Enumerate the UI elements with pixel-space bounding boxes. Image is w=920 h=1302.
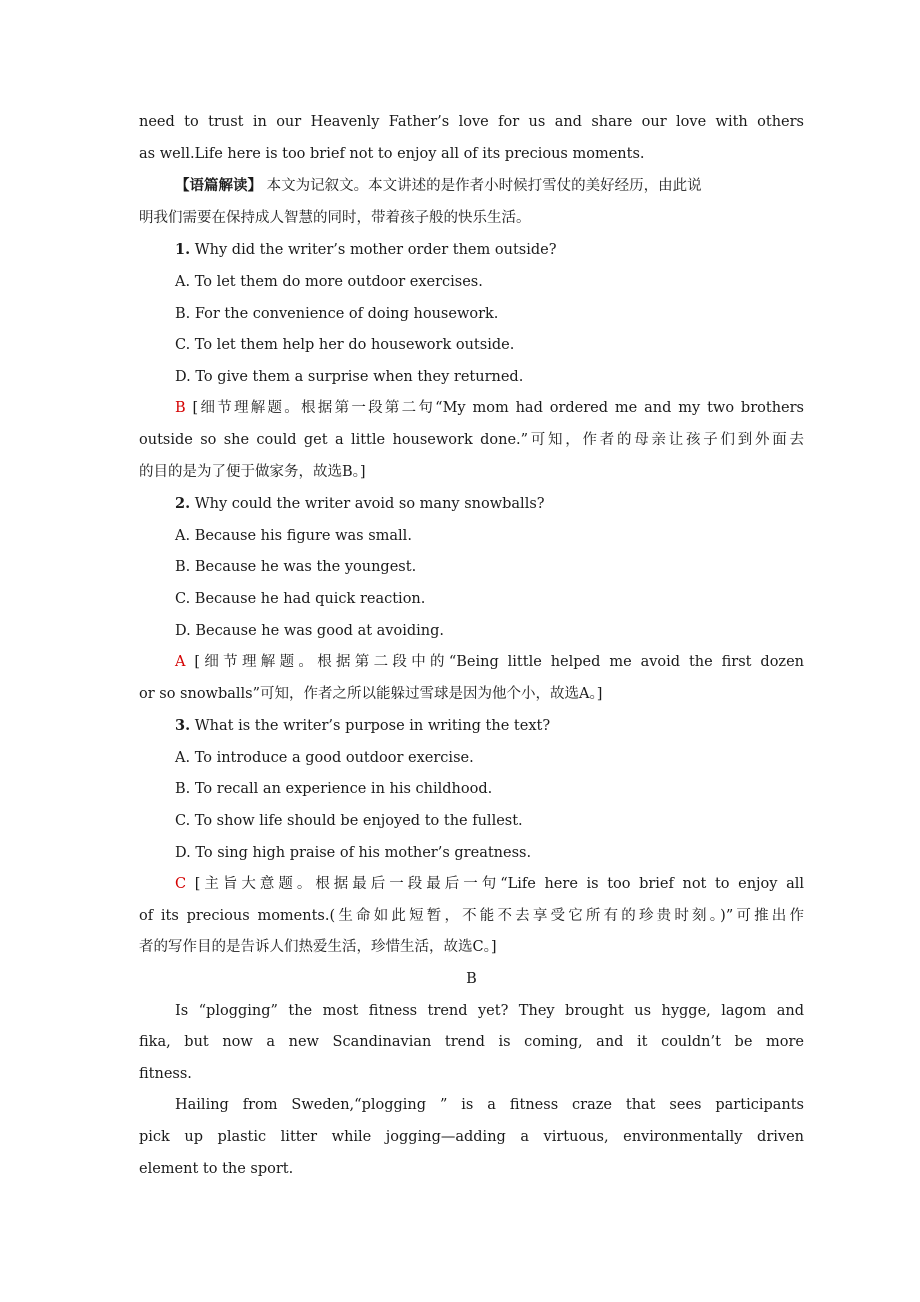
answer-letter: B — [175, 400, 186, 417]
question-option: C. Because he had quick reaction. — [175, 590, 426, 607]
question-option: C. To show life should be enjoyed to the fullest. — [175, 813, 523, 830]
passage-line: fika, but now a new Scandinavian trend is coming, and it couldn’t be more — [139, 1034, 804, 1051]
analysis-text: 明我们需要在保持成人智慧的同时，带着孩子般的快乐生活。 — [139, 209, 531, 226]
answer-explanation: C [主旨大意题。根据最后一段最后一句“Life here is too brief not to enjoy all — [175, 876, 804, 893]
question-option: A. Because his figure was small. — [175, 527, 412, 544]
question-stem: 1. Why did the writer’s mother order them outside? — [175, 241, 557, 259]
analysis-text: 本文为记叙文。本文讲述的是作者小时候打雪仗的美好经历，由此说 — [262, 178, 702, 195]
question-stem: 3. What is the writer’s purpose in writing the text? — [175, 717, 551, 735]
passage-line: pick up plastic litter while jogging—adding a virtuous, environmentally driven — [139, 1129, 804, 1145]
answer-explanation: A [细节理解题。根据第二段中的“Being little helped me avoid the first dozen — [175, 654, 804, 671]
question-number: 3. — [175, 717, 191, 735]
question-stem: 2. Why could the writer avoid so many snowballs? — [175, 495, 545, 513]
answer-explanation: 者的写作目的是告诉人们热爱生活，珍惜生活，故选C。] — [139, 939, 497, 956]
question-number: 1. — [175, 241, 191, 259]
intro-line: as well.Life here is too brief not to enjoy all of its precious moments. — [139, 145, 645, 162]
answer-explanation: 的目的是为了便于做家务，故选B。] — [139, 463, 366, 480]
answer-letter: C — [175, 876, 187, 893]
question-option: B. For the convenience of doing housework. — [175, 305, 499, 322]
section-heading: B — [466, 971, 477, 988]
question-number: 2. — [175, 495, 191, 513]
answer-explanation: B [细节理解题。根据第一段第二句“My mom had ordered me and my two brothers — [175, 400, 804, 417]
analysis-tag: 【语篇解读】 — [175, 177, 262, 195]
answer-explanation: outside so she could get a little housework done.”可知，作者的母亲让孩子们到外面去 — [139, 431, 804, 448]
intro-line: need to trust in our Heavenly Father’s love for us and share our love with others — [139, 114, 804, 130]
question-option: D. To sing high praise of his mother’s greatness. — [175, 844, 532, 861]
question-option: B. Because he was the youngest. — [175, 559, 417, 576]
question-option: A. To let them do more outdoor exercises. — [175, 273, 483, 290]
question-option: D. To give them a surprise when they returned. — [175, 368, 524, 385]
question-option: B. To recall an experience in his childhood. — [175, 781, 493, 798]
answer-letter: A — [175, 654, 186, 671]
answer-explanation: of its precious moments.(生命如此短暂，不能不去享受它所有的珍贵时刻。)”可推出作 — [139, 907, 804, 924]
passage-line: fitness. — [139, 1065, 192, 1082]
passage-line: Hailing from Sweden,“plogging ” is a fitness craze that sees participants — [175, 1097, 804, 1114]
document-page — [139, 107, 804, 1185]
analysis-paragraph — [139, 170, 804, 203]
question-option: A. To introduce a good outdoor exercise. — [175, 749, 474, 766]
passage-line: element to the sport. — [139, 1160, 294, 1177]
question-option: C. To let them help her do housework outside. — [175, 337, 515, 354]
question-option: D. Because he was good at avoiding. — [175, 622, 445, 639]
passage-line: Is “plogging” the most fitness trend yet? They brought us hygge, lagom and — [175, 1002, 804, 1019]
answer-explanation: or so snowballs”可知，作者之所以能躲过雪球是因为他个小，故选A。] — [139, 685, 603, 702]
